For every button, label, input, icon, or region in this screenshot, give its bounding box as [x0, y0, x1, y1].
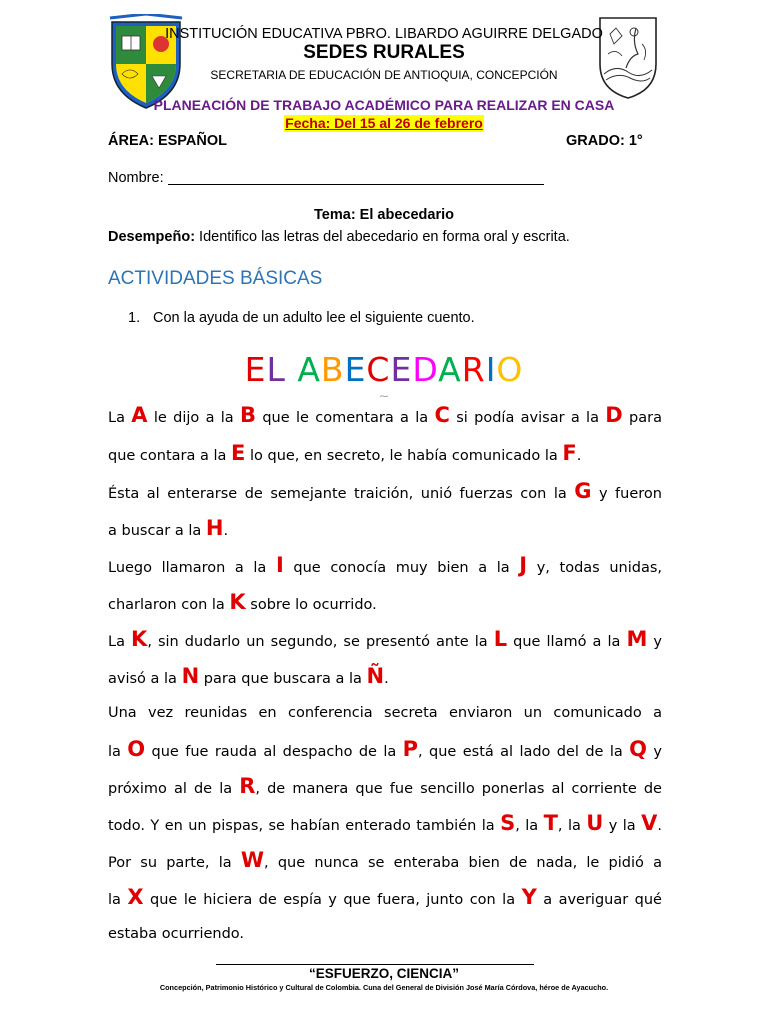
story-text: y fueron — [591, 486, 662, 502]
title-letter: R — [461, 350, 486, 389]
story-text: , la — [557, 818, 587, 834]
story-line — [108, 629, 662, 652]
story-text: la — [108, 892, 128, 908]
highlighted-letter: U — [586, 811, 604, 835]
story-text: que le hiciera de espía y que fuera, junto con la — [143, 892, 522, 908]
title-letter: E — [244, 350, 267, 389]
title-letter: A — [297, 350, 321, 389]
story-text: y — [647, 744, 662, 760]
story-line — [108, 592, 662, 615]
footer-divider — [216, 964, 534, 965]
story-line — [108, 405, 662, 428]
tema-heading: Tema: El abecedario — [314, 207, 454, 223]
highlighted-letter: O — [127, 737, 146, 761]
story-text: estaba ocurriendo. — [108, 926, 245, 942]
highlighted-letter: G — [574, 479, 592, 503]
story-line — [108, 776, 662, 799]
grado-label: GRADO: 1° — [566, 133, 643, 149]
title-letter: C — [366, 350, 391, 389]
title-letter: D — [412, 350, 439, 389]
story-text: Por su parte, la — [108, 855, 241, 871]
highlighted-letter: Q — [629, 737, 648, 761]
highlighted-letter: S — [500, 811, 516, 835]
title-letter: E — [344, 350, 367, 389]
highlighted-letter: I — [275, 553, 284, 577]
highlighted-letter: L — [493, 627, 508, 651]
desempeno-text: Identifico las letras del abecedario en forma oral y escrita. — [195, 229, 570, 245]
story-text: , que nunca se enteraba bien de nada, le pidió a — [264, 855, 662, 871]
highlighted-letter: B — [240, 403, 257, 427]
highlighted-letter: K — [131, 627, 148, 651]
story-line — [108, 887, 662, 910]
highlighted-letter: W — [240, 848, 264, 872]
highlighted-letter: C — [434, 403, 450, 427]
story-text: . — [223, 523, 229, 539]
highlighted-letter: R — [239, 774, 256, 798]
highlighted-letter: X — [127, 885, 144, 909]
story-line — [108, 703, 662, 723]
story-line — [108, 924, 662, 944]
story-text: . — [384, 671, 389, 687]
institution-name: INSTITUCIÓN EDUCATIVA PBRO. LIBARDO AGUIRRE DELGADO — [165, 26, 603, 42]
story-text: si podía avisar a la — [449, 410, 606, 426]
highlighted-letter: D — [605, 403, 623, 427]
title-letter: L — [266, 350, 286, 389]
title-letter: I — [485, 350, 497, 389]
desempeno-paragraph — [108, 229, 570, 245]
footer-motto: “ESFUERZO, CIENCIA” — [308, 966, 459, 981]
story-text: a buscar a la — [108, 523, 206, 539]
story-line — [108, 850, 662, 873]
story-text: La — [108, 634, 132, 650]
story-line — [108, 813, 662, 836]
story-text: que conocía muy bien a la — [283, 560, 520, 576]
highlighted-letter: A — [131, 403, 148, 427]
highlighted-letter: T — [543, 811, 558, 835]
story-text: . — [657, 818, 662, 834]
story-text: que le comentara a la — [256, 410, 435, 426]
footer-text: Concepción, Patrimonio Histórico y Cultural de Colombia. Cuna del General de División José María Córdova, héroe de Ayacucho. — [159, 983, 609, 992]
story-text: , de manera que fue sencillo ponerlas al corriente de — [255, 781, 662, 797]
highlighted-letter: V — [641, 811, 658, 835]
activity-text: Con la ayuda de un adulto lee el siguiente cuento. — [153, 310, 475, 326]
story-text: y la — [603, 818, 642, 834]
story-text: avisó a la — [108, 671, 182, 687]
area-label: ÁREA: ESPAÑOL — [108, 133, 227, 149]
fecha-highlight — [284, 115, 484, 132]
story-text: le dijo a la — [147, 410, 241, 426]
story-text: Ésta al enterarse de semejante traición, unió fuerzas con la — [108, 486, 575, 502]
title-letter: E — [390, 350, 413, 389]
highlighted-letter: K — [229, 590, 246, 614]
highlighted-letter: J — [519, 553, 528, 577]
story-text: lo que, en secreto, le había comunicado la — [245, 448, 563, 464]
story-text: próximo al de la — [108, 781, 240, 797]
fecha-line — [0, 115, 768, 133]
actividades-title: ACTIVIDADES BÁSICAS — [108, 268, 323, 289]
sedes-title: SEDES RURALES — [303, 42, 465, 63]
highlighted-letter: Y — [521, 885, 537, 909]
story-text: y, todas unidas, — [527, 560, 663, 576]
story-text: Una vez reunidas en conferencia secreta enviaron un comunicado a — [108, 705, 662, 721]
title-letter — [286, 350, 298, 389]
story-text: que llamó a la — [507, 634, 627, 650]
story-text: a averiguar qué — [536, 892, 662, 908]
nombre-blank-line[interactable] — [168, 184, 544, 185]
story-text: , que está al lado del de la — [418, 744, 630, 760]
fecha-label: Fecha: — [285, 115, 331, 131]
story-text: que contara a la — [108, 448, 232, 464]
title-letter: A — [438, 350, 462, 389]
fecha-value: Del 15 al 26 de febrero — [330, 115, 483, 131]
story-text: La — [108, 410, 132, 426]
highlighted-letter: Ñ — [366, 664, 385, 688]
highlighted-letter: H — [205, 516, 224, 540]
story-text: , la — [515, 818, 544, 834]
story-line — [108, 739, 662, 762]
story-text: todo. Y en un pispas, se habían enterado también la — [108, 818, 501, 834]
secretaria-text: SECRETARIA DE EDUCACIÓN DE ANTIOQUIA, CONCEPCIÓN — [210, 68, 558, 82]
story-text: para — [622, 410, 662, 426]
story-line — [108, 443, 662, 466]
story-text: y — [647, 634, 662, 650]
activity-number: 1. — [128, 310, 141, 326]
story-text: que fue rauda al despacho de la — [145, 744, 403, 760]
story-line — [108, 555, 662, 578]
story-text: , sin dudarlo un segundo, se presentó ante la — [147, 634, 494, 650]
nombre-label: Nombre: — [108, 170, 164, 186]
highlighted-letter: F — [562, 441, 577, 465]
story-line — [108, 666, 662, 689]
story-text: sobre lo ocurrido. — [245, 597, 377, 613]
desempeno-label: Desempeño: — [108, 229, 196, 245]
story-text: . — [576, 448, 582, 464]
highlighted-letter: N — [181, 664, 200, 688]
story-text: para que buscara a la — [199, 671, 367, 687]
story-title — [0, 350, 768, 389]
story-text: Luego llamaron a la — [108, 560, 276, 576]
planeacion-title: PLANEACIÓN DE TRABAJO ACADÉMICO PARA REALIZAR EN CASA — [153, 97, 615, 113]
highlighted-letter: E — [231, 441, 246, 465]
story-line — [108, 481, 662, 504]
story-line — [108, 518, 662, 541]
highlighted-letter: M — [626, 627, 648, 651]
title-letter: O — [496, 350, 524, 389]
story-text: charlaron con la — [108, 597, 230, 613]
title-letter: B — [320, 350, 345, 389]
story-text: la — [108, 744, 128, 760]
highlighted-letter: P — [402, 737, 419, 761]
title-ornament-icon: ⁓ — [379, 391, 389, 401]
activity-item — [128, 310, 475, 326]
